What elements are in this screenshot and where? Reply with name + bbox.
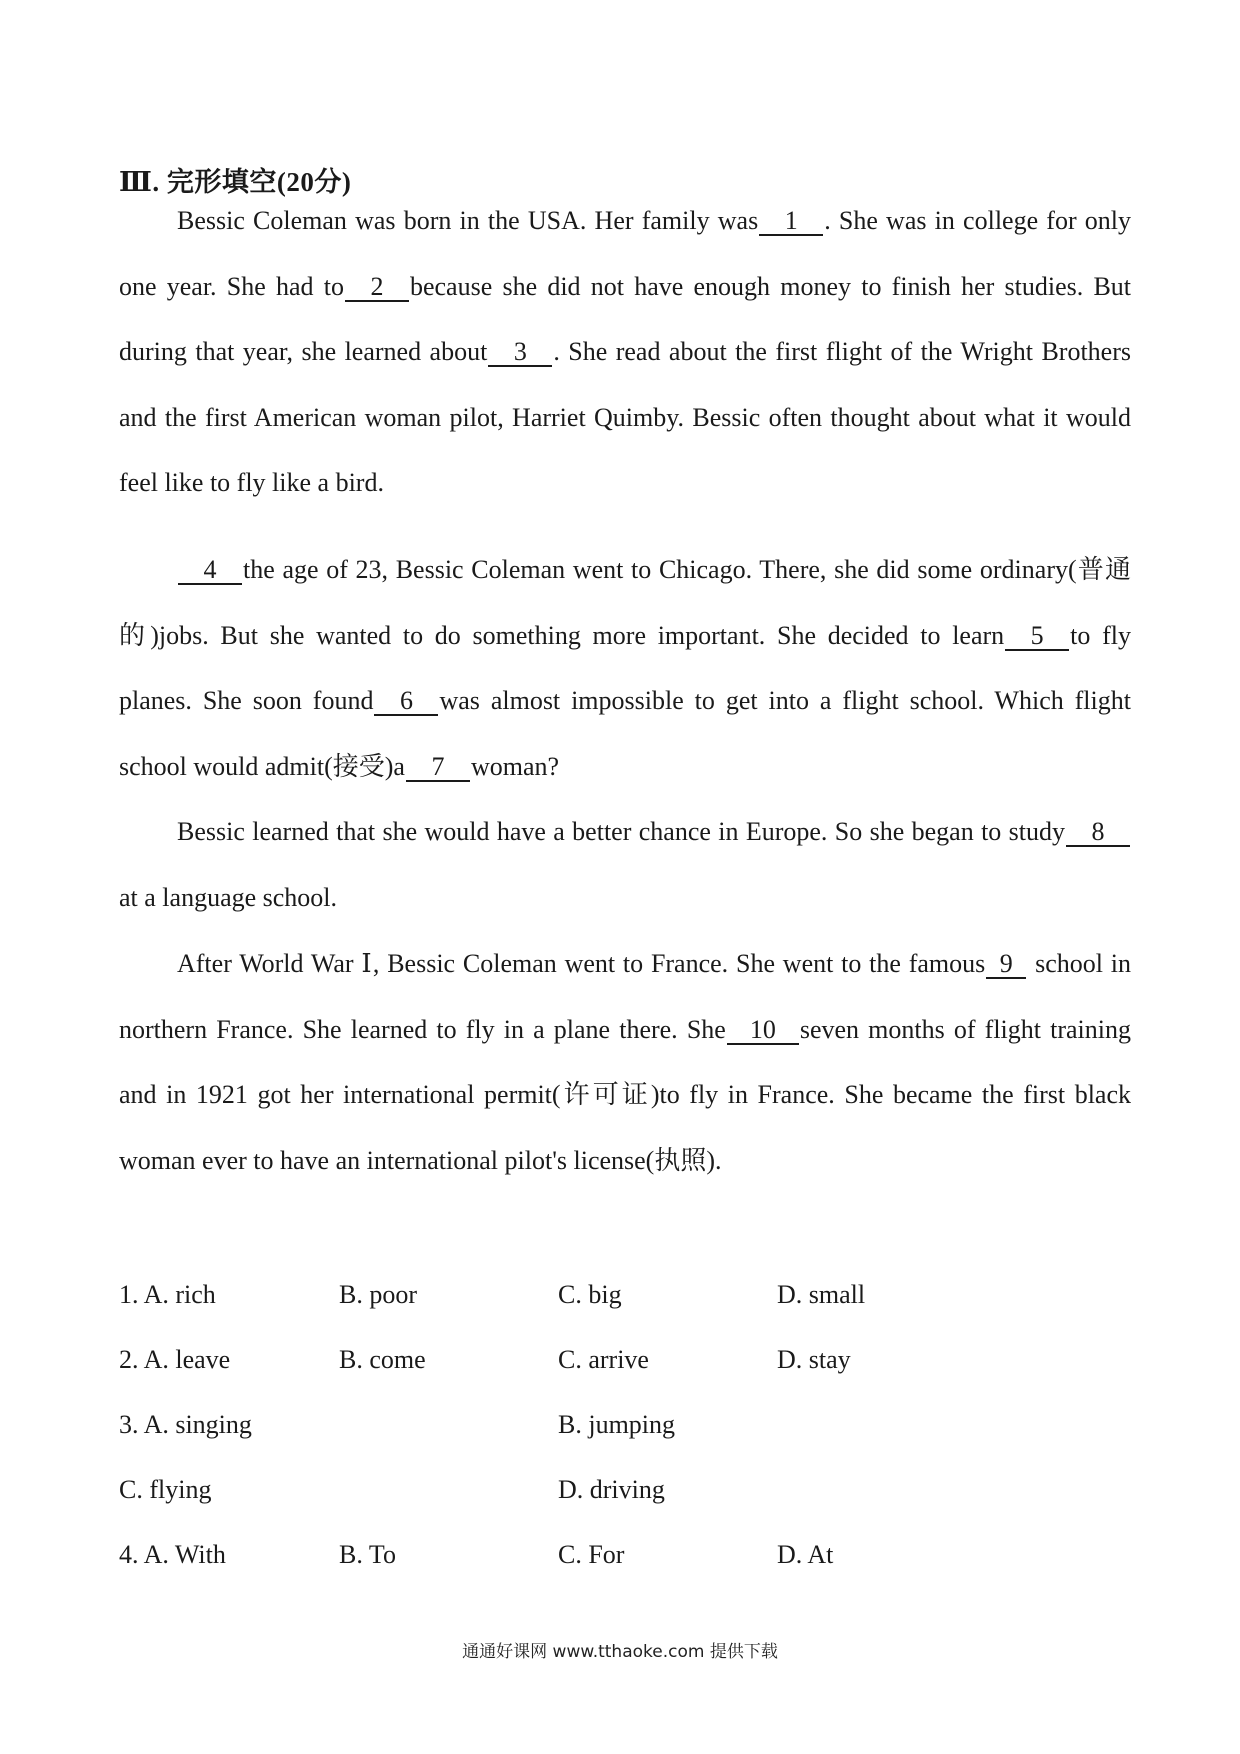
section-heading: Ⅲ. 完形填空(20分) [119,167,352,197]
option-1d: D. small [777,1280,866,1309]
options-row-4 [119,1475,1131,1515]
blank-7: 7 [406,754,470,782]
option-4a: 4. A. With [119,1540,226,1569]
option-1b: B. poor [339,1280,417,1309]
passage-text: was almost impossible to get into a flight school. Which flight school would admit(接受)a [119,686,1131,781]
option-2c: C. arrive [558,1345,649,1374]
blank-9: 9 [986,951,1026,979]
options-row-3 [119,1410,1131,1450]
option-3c: C. flying [119,1475,212,1504]
options-row-5 [119,1540,1131,1580]
blank-4: 4 [178,557,242,585]
passage-text: because she did not have enough money to finish her studies. But during that year, she learned about [119,271,1132,366]
passage-text: at a language school. [119,882,338,912]
option-4d: D. At [777,1540,834,1569]
option-3d: D. driving [558,1475,665,1504]
blank-8: 8 [1066,819,1130,847]
option-2b: B. come [339,1345,426,1374]
passage-text: woman? [470,751,560,781]
passage-paragraph-3 [119,799,1131,930]
option-2d: D. stay [777,1345,851,1374]
option-4b: B. To [339,1540,396,1569]
blank-6: 6 [374,688,438,716]
options-row-2 [119,1345,1131,1385]
blank-1: 1 [759,208,823,236]
option-3a: 3. A. singing [119,1410,252,1439]
passage-text: . She was in college for only one year. She had to [119,206,1132,301]
blank-2: 2 [345,274,409,302]
passage-text: seven months of flight training and in 1921 got her international permit(许可证)to fly in France. She became the first black woman ever to have an international pilot's license(执照). [119,1014,1131,1175]
blank-10: 10 [727,1017,799,1045]
option-1a: 1. A. rich [119,1280,216,1309]
passage-text: the age of 23, Bessic Coleman went to Chicago. There, she did some ordinary(普通的)jobs. But she wanted to do something more important. She decided to learn [119,555,1131,650]
passage-text: After World War Ⅰ, Bessic Coleman went to France. She went to the famous [177,949,986,978]
option-1c: C. big [558,1280,622,1309]
blank-5: 5 [1005,623,1069,651]
option-3b: B. jumping [558,1410,676,1439]
passage-text: school in northern France. She learned to fly in a plane there. She [119,949,1132,1044]
passage-paragraph-2 [119,537,1131,799]
options-row-1 [119,1280,1131,1320]
passage-text: Bessic learned that she would have a better chance in Europe. So she began to study [177,817,1065,846]
passage-text: Bessic Coleman was born in the USA. Her family was [177,206,759,235]
passage-paragraph-1 [119,188,1131,516]
option-2a: 2. A. leave [119,1345,231,1374]
page-footer: 通通好课网 www.tthaoke.com 提供下载 [462,1642,778,1662]
passage-paragraph-4 [119,931,1131,1193]
option-4c: C. For [558,1540,625,1569]
passage-text: . She read about the first flight of the Wright Brothers and the first American woman pilot, Harriet Quimby. Bessic often thought about what it would feel like to fly like a bird. [119,337,1132,497]
blank-3: 3 [488,339,552,367]
passage-text: to fly planes. She soon found [119,620,1131,715]
